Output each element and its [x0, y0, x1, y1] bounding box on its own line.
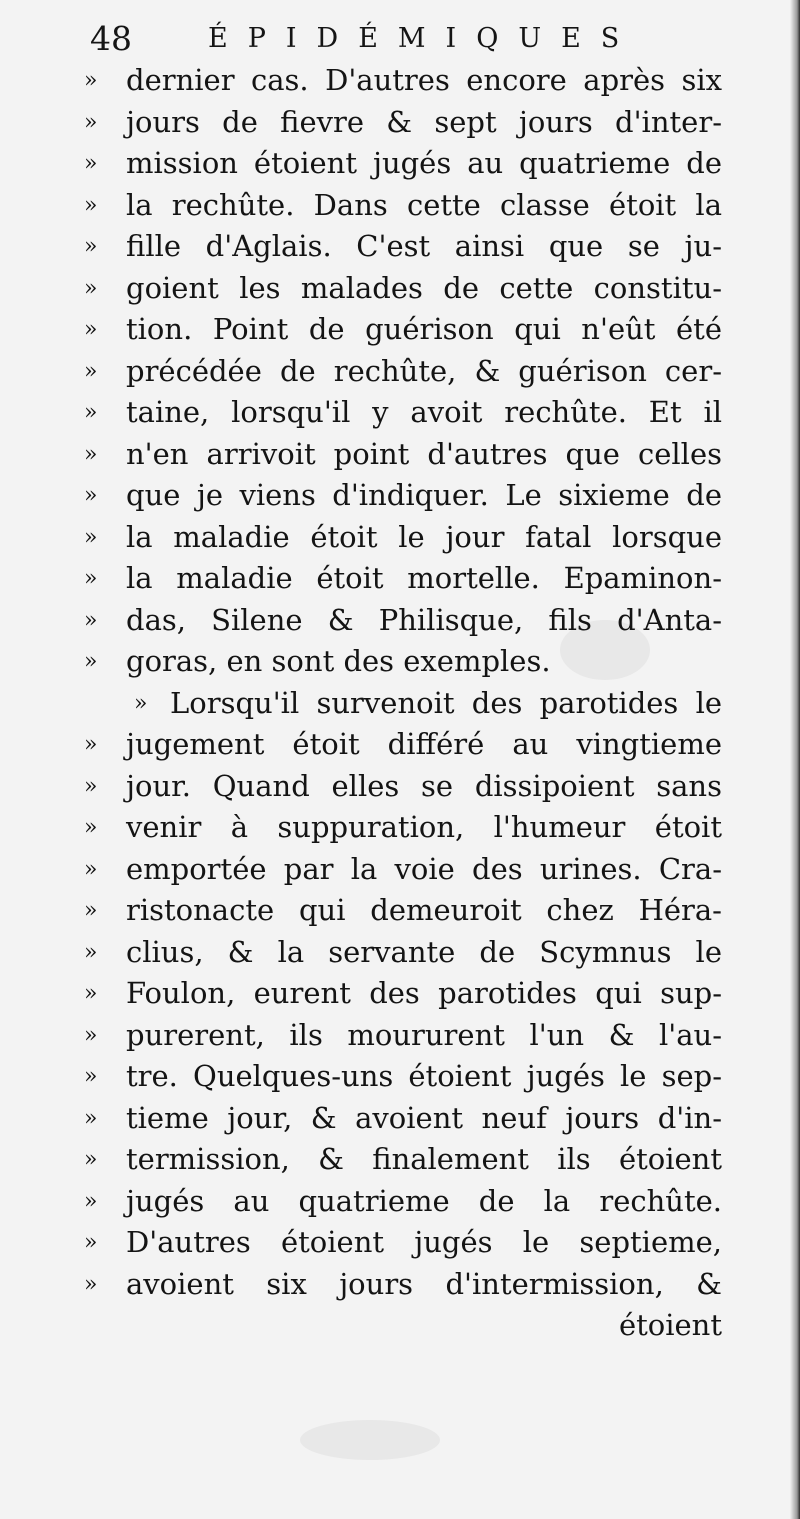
text-line	[84, 1056, 724, 1098]
text-line	[84, 102, 724, 144]
quote-mark: »	[84, 192, 98, 218]
line-text: n'en arrivoit point d'autres que celles	[126, 436, 722, 471]
line-text: tre. Quelques-uns étoient jugés le sep-	[126, 1059, 722, 1093]
line-text: tion. Point de guérison qui n'eût été	[126, 312, 722, 346]
text-line	[84, 434, 724, 476]
quote-mark: »	[84, 441, 98, 467]
line-text: emportée par la voie des urines. Cra-	[126, 851, 722, 886]
line-text: dernier cas. D'autres encore après six	[126, 63, 722, 97]
running-head: ÉPIDÉMIQUES	[208, 23, 640, 54]
text-line	[84, 1015, 724, 1057]
quote-mark: »	[84, 1022, 98, 1048]
text-line	[84, 309, 724, 351]
line-text: termission, & finalement ils étoient	[126, 1142, 722, 1176]
text-line	[84, 60, 724, 102]
quote-mark: »	[84, 1271, 98, 1297]
catchword-line	[84, 1305, 724, 1347]
quote-mark: »	[84, 981, 98, 1006]
text-line	[84, 724, 724, 766]
quote-mark: »	[84, 773, 98, 799]
quote-mark: »	[84, 109, 98, 135]
line-text: tieme jour, & avoient neuf jours d'in-	[126, 1100, 722, 1135]
text-line	[84, 517, 724, 559]
quote-mark: »	[84, 68, 98, 93]
quote-mark: »	[84, 234, 98, 259]
line-text: mission étoient jugés au quatrieme de	[126, 146, 722, 180]
line-text: la rechûte. Dans cette classe étoit la	[126, 187, 722, 222]
quote-mark: »	[84, 566, 98, 591]
line-text: jours de fievre & sept jours d'inter-	[126, 104, 722, 139]
text-line	[84, 1264, 724, 1306]
line-text: venir à suppuration, l'humeur étoit	[126, 810, 722, 844]
quote-mark: »	[84, 1105, 98, 1131]
text-line	[84, 807, 724, 849]
paper-stain	[300, 1420, 440, 1460]
text-line	[84, 1222, 724, 1264]
quote-mark: »	[84, 898, 98, 923]
line-text: purerent, ils moururent l'un & l'au-	[126, 1017, 722, 1052]
line-text: D'autres étoient jugés le septieme,	[126, 1225, 722, 1259]
text-line	[84, 973, 724, 1015]
quote-mark: »	[84, 856, 98, 882]
line-text: jugement étoit différé au vingtieme	[126, 727, 722, 761]
line-text: goient les malades de cette constitu-	[126, 270, 722, 305]
line-text: que je viens d'indiquer. Le sixieme de	[126, 478, 722, 512]
line-text: la maladie étoit le jour fatal lorsque	[126, 519, 722, 554]
text-line	[84, 185, 724, 227]
line-text: précédée de rechûte, & guérison cer-	[126, 353, 722, 388]
text-line	[84, 143, 724, 185]
quote-mark: »	[84, 815, 98, 840]
text-line	[84, 392, 724, 434]
page-number: 48	[90, 19, 132, 58]
text-line	[84, 890, 724, 932]
quote-mark: »	[84, 317, 98, 342]
quote-mark: »	[84, 1230, 98, 1255]
text-line	[84, 766, 724, 808]
text-line	[84, 268, 724, 310]
text-line	[84, 351, 724, 393]
quote-mark: »	[84, 400, 98, 425]
line-text: Lorsqu'il survenoit des parotides le	[170, 685, 722, 720]
quote-mark: »	[84, 275, 98, 301]
text-line	[84, 558, 724, 600]
line-text: ristonacte qui demeuroit chez Héra-	[126, 893, 722, 927]
quote-mark: »	[84, 1147, 98, 1172]
quote-mark: »	[84, 524, 98, 550]
line-text: avoient six jours d'intermission, &	[126, 1266, 722, 1301]
text-line	[84, 1098, 724, 1140]
text-line	[84, 475, 724, 517]
text-line	[84, 600, 724, 642]
line-text: clius, & la servante de Scymnus le	[126, 934, 722, 969]
quote-mark: »	[84, 483, 98, 508]
quote-mark: »	[84, 358, 98, 384]
quote-mark: »	[134, 690, 148, 716]
line-text: jugés au quatrieme de la rechûte.	[126, 1183, 722, 1218]
page-edge-shadow	[790, 0, 800, 1519]
paragraph-end-line	[84, 641, 724, 683]
line-text: jour. Quand elles se dissipoient sans	[126, 768, 722, 803]
page-header	[90, 16, 710, 62]
text-line	[84, 1181, 724, 1223]
line-text: goras, en sont des exemples.	[126, 644, 551, 678]
quote-mark: »	[84, 1188, 98, 1214]
quote-mark: »	[84, 732, 98, 757]
paragraph-start-line	[84, 683, 724, 725]
quote-mark: »	[84, 151, 98, 176]
line-text: das, Silene & Philisque, fils d'Anta-	[126, 602, 722, 637]
quote-mark: »	[84, 939, 98, 965]
body-text	[84, 60, 724, 1347]
catchword: étoient	[618, 1308, 722, 1342]
text-line	[84, 932, 724, 974]
line-text: Foulon, eurent des parotides qui sup-	[126, 976, 722, 1010]
quote-mark: »	[84, 607, 98, 633]
text-line	[84, 1139, 724, 1181]
line-text: fille d'Aglais. C'est ainsi que se ju-	[126, 229, 722, 263]
line-text: la maladie étoit mortelle. Epaminon-	[126, 561, 722, 595]
quote-mark: »	[84, 649, 98, 674]
text-line	[84, 849, 724, 891]
quote-mark: »	[84, 1064, 98, 1089]
text-line	[84, 226, 724, 268]
line-text: taine, lorsqu'il y avoit rechûte. Et il	[126, 395, 722, 429]
